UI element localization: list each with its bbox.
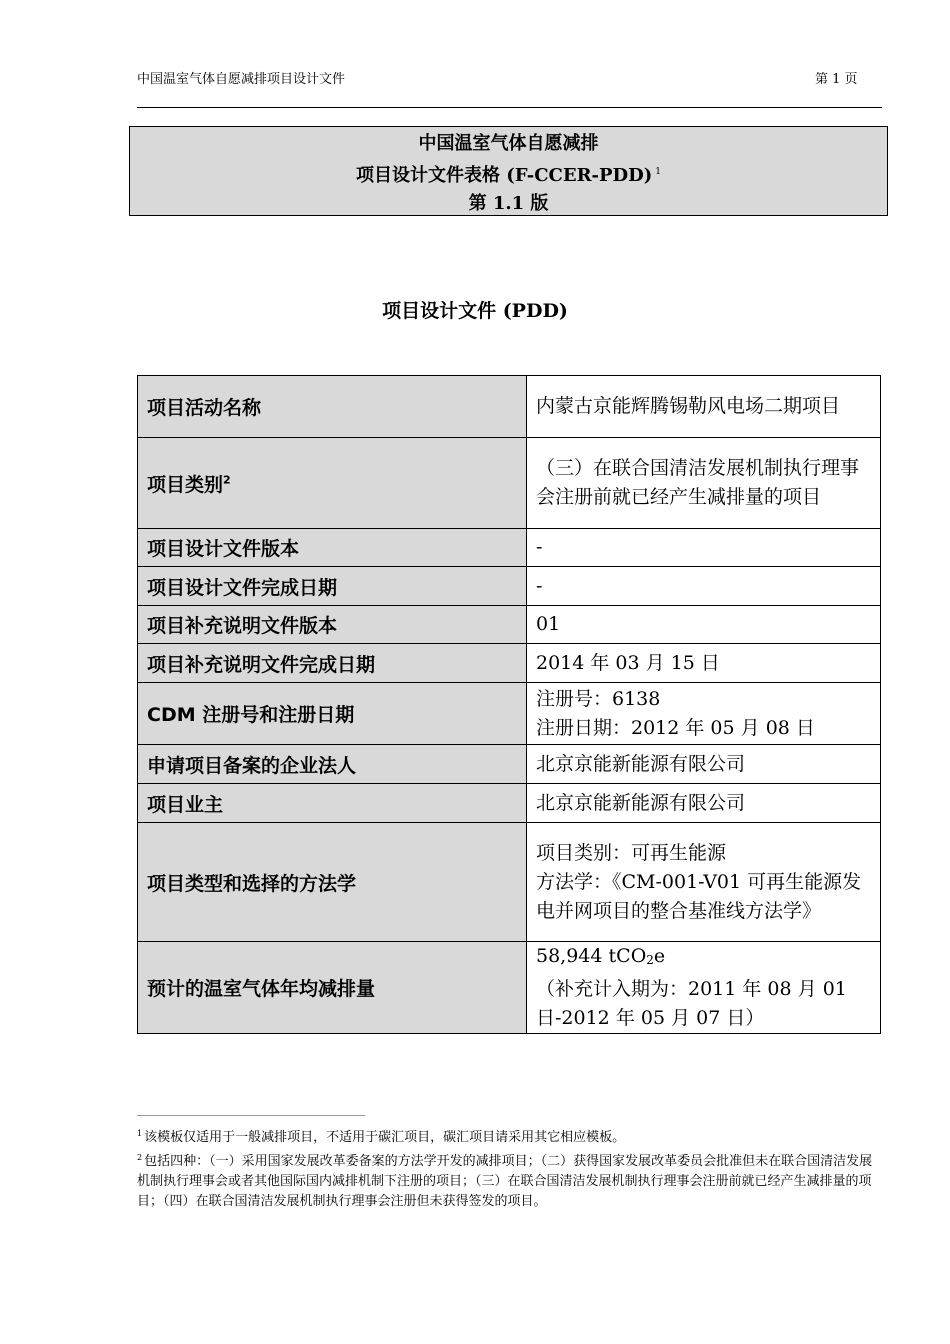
footnotes bbox=[137, 1124, 882, 1212]
form-title-line2 bbox=[130, 158, 887, 190]
cdm-registration-value bbox=[527, 683, 881, 745]
emission-amount-text: 58,944 tCO bbox=[536, 945, 647, 967]
footnote-divider bbox=[137, 1115, 365, 1116]
page-number: 第 1 页 bbox=[815, 72, 858, 87]
header-divider bbox=[137, 107, 882, 108]
cdm-registration-number: 注册号：6138 bbox=[536, 687, 661, 710]
cdm-registration-label: CDM 注册号和注册日期 bbox=[138, 683, 527, 745]
emission-reduction-amount bbox=[536, 942, 871, 975]
methodology-name: 方法学：《CM-001-V01 可再生能源发电并网项目的整合基准线方法学》 bbox=[536, 870, 862, 922]
table-row bbox=[138, 606, 881, 644]
footnote-2-mark: 2 bbox=[137, 1153, 143, 1162]
supp-date-label: 项目补充说明文件完成日期 bbox=[138, 644, 527, 683]
project-name-value: 内蒙古京能辉腾锡勒风电场二期项目 bbox=[527, 376, 881, 438]
footnote-1-text: 该模板仅适用于一般减排项目，不适用于碳汇项目，碳汇项目请采用其它相应模板。 bbox=[144, 1130, 626, 1145]
form-title-box bbox=[129, 126, 888, 216]
table-row bbox=[138, 784, 881, 823]
owner-label: 项目业主 bbox=[138, 784, 527, 823]
footnote-2 bbox=[137, 1148, 882, 1212]
page-title: 项目设计文件 (PDD) bbox=[382, 300, 568, 322]
header-document-title: 中国温室气体自愿减排项目设计文件 bbox=[137, 72, 346, 87]
methodology-value bbox=[527, 823, 881, 942]
table-row bbox=[138, 745, 881, 784]
emission-amount-subscript: 2 bbox=[646, 953, 654, 967]
footnote-ref-1: 1 bbox=[655, 167, 662, 177]
project-info-table bbox=[137, 375, 881, 1034]
emission-reduction-value bbox=[527, 942, 881, 1034]
footnote-ref-2: 2 bbox=[223, 473, 231, 487]
cdm-registration-date: 注册日期：2012 年 05 月 08 日 bbox=[536, 716, 815, 739]
applicant-label: 申请项目备案的企业法人 bbox=[138, 745, 527, 784]
emission-amount-suffix: e bbox=[653, 945, 666, 967]
table-row bbox=[138, 942, 881, 1034]
table-row bbox=[138, 644, 881, 683]
pdd-version-label: 项目设计文件版本 bbox=[138, 529, 527, 567]
emission-reduction-label: 预计的温室气体年均减排量 bbox=[138, 942, 527, 1034]
table-row bbox=[138, 683, 881, 745]
methodology-category: 项目类别：可再生能源 bbox=[536, 841, 727, 864]
project-category-label-text: 项目类别 bbox=[147, 473, 224, 496]
methodology-label: 项目类型和选择的方法学 bbox=[138, 823, 527, 942]
applicant-value: 北京京能新能源有限公司 bbox=[527, 745, 881, 784]
footnote-1 bbox=[137, 1124, 882, 1148]
footnote-2-text: 包括四种：（一）采用国家发展改革委备案的方法学开发的减排项目；（二）获得国家发展改革委员会批准但未在联合国清洁发展机制执行理事会或者其他国际国内减排机制下注册的项目；（三）在联合国清洁发展机制执行理事会注册前就已经产生减排量的项目；（四）在联合国清洁发展机制执行理事会注册但未获得签发的项目。 bbox=[137, 1154, 873, 1209]
project-name-label: 项目活动名称 bbox=[138, 376, 527, 438]
supp-date-value: 2014 年 03 月 15 日 bbox=[527, 644, 881, 683]
pdd-version-value: - bbox=[527, 529, 881, 567]
project-category-label bbox=[138, 438, 527, 529]
table-row bbox=[138, 529, 881, 567]
footnote-1-mark: 1 bbox=[137, 1129, 143, 1138]
pdd-date-value: - bbox=[527, 567, 881, 606]
crediting-period: （补充计入期为：2011 年 08 月 01 日-2012 年 05 月 07 日） bbox=[536, 978, 847, 1029]
table-row bbox=[138, 823, 881, 942]
table-row bbox=[138, 438, 881, 529]
pdd-date-label: 项目设计文件完成日期 bbox=[138, 567, 527, 606]
supp-version-value: 01 bbox=[527, 606, 881, 644]
table-row bbox=[138, 376, 881, 438]
form-version: 第 1.1 版 bbox=[468, 193, 549, 214]
owner-value: 北京京能新能源有限公司 bbox=[527, 784, 881, 823]
table-row bbox=[138, 567, 881, 606]
form-title-line2-text: 项目设计文件表格 (F-CCER-PDD) bbox=[355, 165, 653, 186]
project-category-value: （三）在联合国清洁发展机制执行理事会注册前就已经产生减排量的项目 bbox=[527, 438, 881, 529]
supp-version-label: 项目补充说明文件版本 bbox=[138, 606, 527, 644]
form-title-line1: 中国温室气体自愿减排 bbox=[418, 133, 599, 154]
